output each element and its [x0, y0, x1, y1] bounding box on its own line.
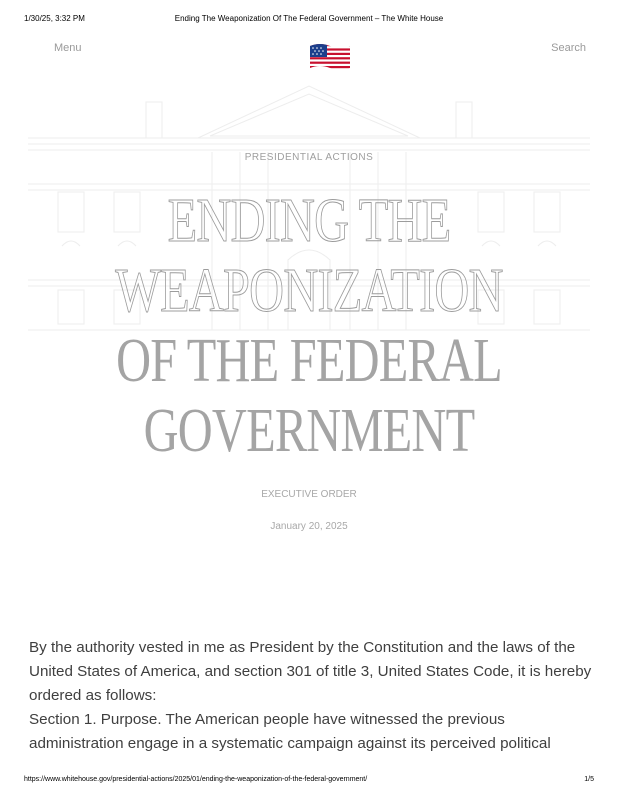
print-datetime: 1/30/25, 3:32 PM	[24, 14, 85, 23]
menu-button[interactable]: Menu	[54, 42, 82, 54]
title-line-1: ENDING THE	[167, 187, 451, 255]
body-paragraph: By the authority vested in me as President by the Constitution and the laws of the United States of America, and section 301 of title 3, United States Code, it is hereby ordered as follows:	[29, 639, 592, 704]
title-line-3: OF THE FEDERAL	[116, 327, 502, 395]
page-url: https://www.whitehouse.gov/presidential-actions/2025/01/ending-the-weaponization-of-the-federal-government/	[24, 776, 368, 783]
site-nav	[0, 40, 618, 72]
publish-date: January 20, 2025	[270, 521, 348, 532]
article-body	[29, 636, 597, 756]
title-line-2: WEAPONIZATION	[115, 257, 503, 325]
page-indicator: 1/5	[584, 776, 594, 783]
body-paragraph: Section 1. Purpose. The American people have witnessed the previous administration engage in a systematic campaign against its perceived political	[29, 711, 551, 752]
search-button[interactable]: Search	[551, 42, 586, 54]
print-header	[0, 14, 618, 28]
category-label[interactable]: PRESIDENTIAL ACTIONS	[244, 152, 374, 163]
print-title: Ending The Weaponization Of The Federal Government – The White House	[174, 14, 444, 23]
page-title	[115, 186, 503, 466]
title-line-4: GOVERNMENT	[143, 397, 475, 465]
document-type[interactable]: EXECUTIVE ORDER	[261, 489, 357, 500]
us-flag-icon[interactable]	[308, 42, 352, 72]
